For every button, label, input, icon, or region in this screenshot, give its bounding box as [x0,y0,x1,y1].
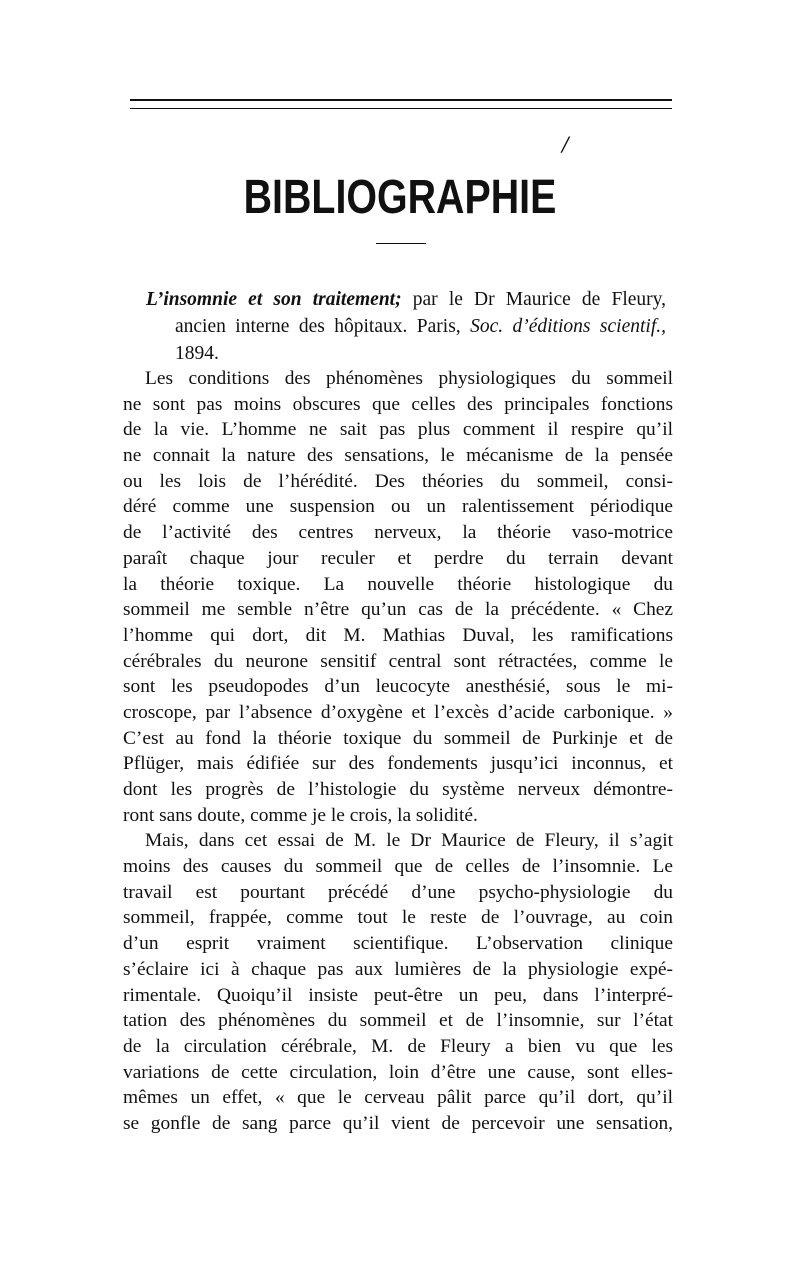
bibliographic-reference [146,286,666,367]
text-line: dont les progrès de l’histologie du système nerveux démontre- [123,779,673,800]
text-line: cérébrales du neurone sensitif central sont rétractées, comme le [123,650,673,672]
text-line: moins des causes du sommeil que de celles de l’insomnie. Le [123,856,673,878]
text-line: rimentale. Quoiqu’il insiste peut-être un peu, dans l’interpré- [123,984,673,1006]
text-line: Les conditions des phénomènes physiologiques du sommeil [145,368,673,389]
title-underline-rule [376,243,426,244]
text-line: se gonfle de sang parce qu’il vient de percevoir une sensation, [123,1112,673,1134]
reference-line: ancien interne des hôpitaux. Paris, Soc. d’éditions scientif., [175,316,666,337]
text-line: paraît chaque jour reculer et perdre du terrain devant [123,547,673,569]
text-line: C’est au fond la théorie toxique du sommeil de Purkinje et de [123,727,673,749]
text-line: déré comme une suspension ou un ralentissement périodique [123,496,673,518]
page-title: BIBLIOGRAPHIE [243,171,557,224]
text-line: sommeil me semble n’être qu’un cas de la précédente. « Chez [123,599,673,621]
text-line: d’un esprit vraiment scientifique. L’observation clinique [123,933,673,955]
text-line: sommeil, frappée, comme tout le reste de l’ouvrage, au coin [123,907,673,929]
text-line: Pflüger, mais édifiée sur des fondements jusqu’ici inconnus, et [123,753,673,775]
text-line: de l’activité des centres nerveux, la théorie vaso-motrice [123,522,673,544]
text-line: croscope, par l’absence d’oxygène et l’excès d’acide carbonique. » [123,701,673,723]
reference-line: 1894. [175,343,219,364]
text-line: ou les lois de l’hérédité. Des théories du sommeil, consi- [123,470,673,492]
text-line: de la vie. L’homme ne sait pas plus comment il respire qu’il [123,419,673,441]
text-line: l’homme qui dort, dit M. Mathias Duval, les ramifications [123,624,673,646]
text-line: sont les pseudopodes d’un leucocyte anesthésié, sous le mi- [123,676,673,698]
text-line: variations de cette circulation, loin d’être une cause, sont elles- [123,1061,673,1083]
text-line: s’éclaire ici à chaque pas aux lumières de la physiologie expé- [123,958,673,980]
text-line: ne sont pas moins obscures que celles des principales fonctions [123,393,673,415]
text-line: ront sans doute, comme je le crois, la solidité. [123,804,478,826]
text-line: de la circulation cérébrale, M. de Fleury a bien vu que les [123,1035,673,1057]
text-line: la théorie toxique. La nouvelle théorie histologique du [123,573,673,595]
reference-line: L’insomnie et son traitement; par le Dr Maurice de Fleury, [146,289,666,310]
review-text [123,366,673,1137]
text-line: tation des phénomènes du sommeil et de l’insomnie, sur l’état [123,1010,673,1032]
text-line: Mais, dans cet essai de M. le Dr Maurice de Fleury, il s’agit [145,830,673,852]
header-double-rule [130,99,672,109]
text-line: ne connait la nature des sensations, le mécanisme de la pensée [123,445,673,467]
margin-mark: / [562,132,569,156]
text-line: mêmes un effet, « que le cerveau pâlit parce qu’il dort, qu’il [123,1087,673,1109]
text-line: travail est pourtant précédé d’une psycho-physiologie du [123,881,673,903]
